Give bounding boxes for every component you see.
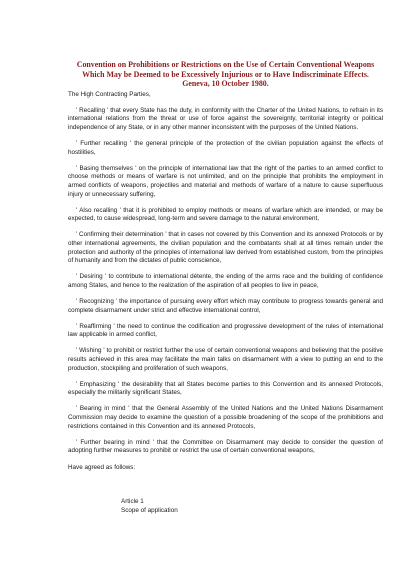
preamble-paragraph: ' Desiring ' to contribute to international détente, the ending of the arms race and the building of confidence among States, and hence to the realization of the aspiration of all peoples to live in peace, xyxy=(68,273,383,289)
article-heading: Scope of application xyxy=(121,506,178,514)
article-number: Article 1 xyxy=(121,498,144,506)
preamble-paragraph: ' Confirming their determination ' that in cases not covered by this Convention and its annexed Protocols or by other international agreements, the civilian population and the combatants shall at all times remain under the protection and authority of the principles of international law derived from established custom, from the principles of humanity and from the dictates of public conscience, xyxy=(68,231,383,265)
preamble-paragraph: ' Recalling ' that every State has the duty, in conformity with the Charter of the United Nations, to refrain in its international relations from the threat or use of force against the sovereignty, territorial integrity or political independence of any State, or in any other manner inconsistent with the purposes of the United Nations. xyxy=(68,106,383,132)
preamble-paragraph: ' Further recalling ' the general principle of the protection of the civilian population against the effects of hostilities, xyxy=(68,140,383,156)
intro-line: The High Contracting Parties, xyxy=(68,90,151,98)
preamble-paragraph: ' Bearing in mind ' that the General Assembly of the United Nations and the United Nations Disarmament Commission may decide to examine the question of a possible broadening of the scope of the prohibitions and restrictions contained in this Convention and its annexed Protocols, xyxy=(68,405,383,430)
preamble-paragraph: ' Recognizing ' the importance of pursuing every effort which may contribute to progress towards general and complete disarmament under strict and effective international control, xyxy=(68,297,383,314)
preamble-paragraph: ' Also recalling ' that it is prohibited to employ methods or means of warfare which are intended, or may be expected, to cause widespread, long-term and severe damage to the natural environment, xyxy=(68,206,383,223)
preamble-paragraph: ' Further bearing in mind ' that the Committee on Disarmament may decide to consider the question of adopting further measures to prohibit or restrict the use of certain conventional weapons, xyxy=(68,438,383,455)
preamble-paragraph: ' Basing themselves ' on the principle of international law that the right of the parties to an armed conflict to choose methods or means of warfare is not unlimited, and on the principle that prohibits the employment in armed conflicts of weapons, projectiles and material and methods of warfare of a nature to cause superfluous injury or unnecessary suffering, xyxy=(68,164,383,198)
preamble-paragraph: ' Reaffirming ' the need to continue the codification and progressive development of the rules of international law applicable in armed conflict, xyxy=(68,322,383,339)
closing-line: Have agreed as follows: xyxy=(68,463,136,471)
preamble-paragraph: ' Emphasizing ' the desirability that all States become parties to this Convention and its annexed Protocols, especially the militarily significant States, xyxy=(68,380,383,397)
preamble-paragraph: ' Wishing ' to prohibit or restrict further the use of certain conventional weapons and believing that the positive results achieved in this area may facilitate the main talks on disarmament with a view to putting an end to the production, stockpiling and proliferation of such weapons, xyxy=(68,347,383,372)
document-title: Convention on Prohibitions or Restrictions on the Use of Certain Conventional Weapons Which May be Deemed to be Excessively Injurious or to Have Indiscriminate Effects. Geneva, 10 October 1980. xyxy=(76,60,375,89)
article-heading-block xyxy=(68,498,383,515)
